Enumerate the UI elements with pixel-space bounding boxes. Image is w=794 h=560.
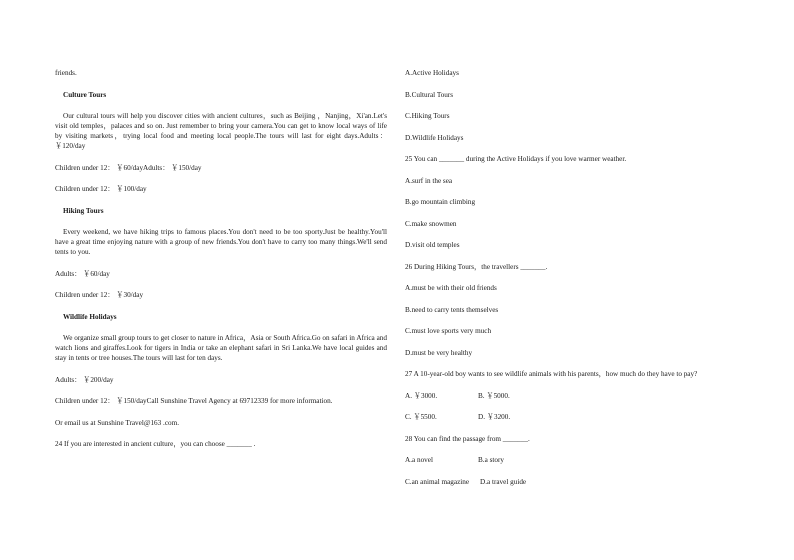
hiking-tours-heading: Hiking Tours (63, 206, 104, 215)
wildlife-children-price: Children under 12： ￥150/dayCall Sunshine Travel Agency at 69712339 for more information. (55, 397, 333, 405)
q28-option-d: D.a travel guide (480, 477, 527, 486)
culture-tours-heading: Culture Tours (63, 90, 107, 99)
q24-option-c: C.Hiking Tours (405, 112, 450, 120)
q28-options-row-2 (405, 477, 745, 487)
q27-option-b: B. ￥5000. (478, 391, 510, 400)
q26-option-b: B.need to carry tents themselves (405, 305, 499, 314)
q27-option-a: A. ￥3000. (405, 391, 438, 400)
q27-option-d: D. ￥3200. (478, 413, 511, 421)
q26-option-c: C.must love sports very much (405, 327, 492, 335)
hiking-children-price: Children under 12： ￥30/day (55, 291, 144, 299)
q25-option-a: A.surf in the sea (405, 176, 453, 185)
culture-price-line: Children under 12： ￥60/dayAdults： ￥150/day (55, 163, 202, 172)
question-26: 26 During Hiking Tours，the travellers _______. (405, 262, 548, 271)
hiking-adults-price: Adults： ￥60/day (55, 269, 110, 278)
q24-option-a: A.Active Holidays (405, 69, 459, 77)
left-column (55, 68, 387, 449)
q27-option-c: C. ￥5500. (405, 413, 437, 421)
q28-option-a: A.a novel (405, 456, 433, 464)
q28-option-c: C.an animal magazine (405, 477, 470, 486)
question-25: 25 You can _______ during the Active Holidays if you love warmer weather. (405, 155, 627, 163)
q24-option-d: D.Wildlife Holidays (405, 133, 464, 142)
right-column (405, 68, 745, 498)
culture-price-line-2: Children under 12： ￥100/day (55, 185, 147, 193)
culture-tours-body: Our cultural tours will help you discover cities with ancient cultures，such as Beijing ，Nanjing，Xi'an.Let's visit old temples，palaces and so on. Just remember to bring your camera.You can get to know local ways of life by visiting markets，trying local food and meeting local people.The tours will last for eight days.Adults： ￥120/day (55, 112, 387, 150)
q27-options-row-1 (405, 391, 745, 401)
wildlife-holidays-heading: Wildlife Holidays (63, 312, 117, 321)
q26-option-d: D.must be very healthy (405, 348, 473, 357)
q25-option-c: C.make snowmen (405, 219, 457, 228)
question-28: 28 You can find the passage from _______. (405, 434, 530, 443)
question-24: 24 If you are interested in ancient culture，you can choose _______ . (55, 440, 256, 448)
hiking-tours-body: Every weekend, we have hiking trips to famous places.You don't need to be too sporty.Just be healthy.You'll have a great time enjoying nature with a group of new friends.You don't have to carry too many things.We'll send tents to you. (55, 228, 387, 256)
q25-option-b: B.go mountain climbing (405, 198, 476, 206)
intro-tail: friends. (55, 69, 77, 77)
contact-email: Or email us at Sunshine Travel@163 .com. (55, 418, 180, 427)
q25-option-d: D.visit old temples (405, 241, 460, 249)
wildlife-holidays-body: We organize small group tours to get closer to nature in Africa，Asia or South Africa.Go on safari in Africa and watch lions and giraffes.Look for tigers in India or take an elephant safari in Sri Lanka.We have local guides and stay in tents or tree houses.The tours will last for ten days. (55, 334, 387, 362)
q28-options-row-1 (405, 455, 745, 465)
question-27: 27 A 10-year-old boy wants to see wildlife animals with his parents，how much do they have to pay? (405, 370, 698, 378)
q24-option-b: B.Cultural Tours (405, 90, 454, 99)
q28-option-b: B.a story (478, 456, 504, 464)
wildlife-adults-price: Adults： ￥200/day (55, 375, 114, 384)
q27-options-row-2 (405, 412, 745, 422)
q26-option-a: A.must be with their old friends (405, 284, 497, 292)
